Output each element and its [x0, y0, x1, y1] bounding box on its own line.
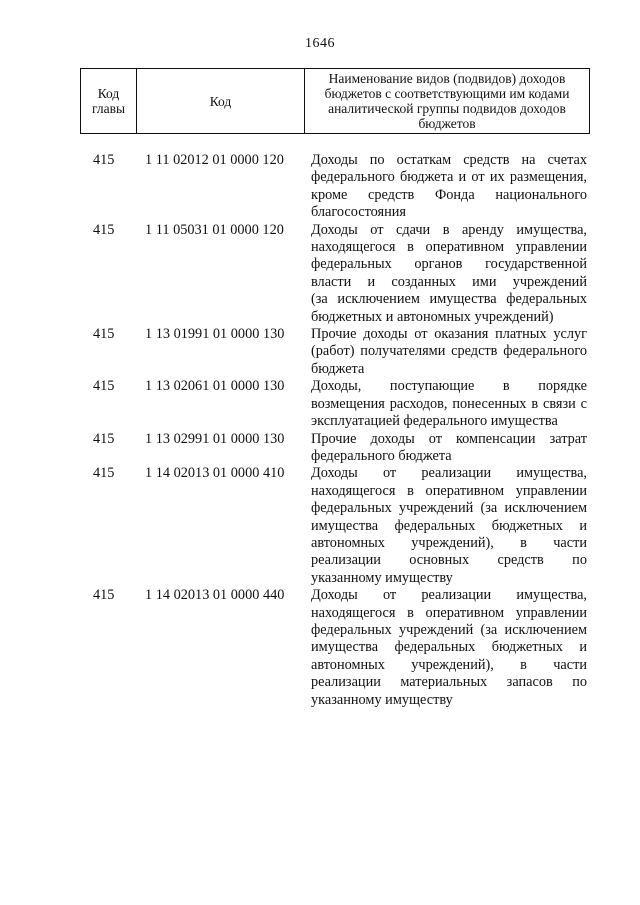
revenue-code-cell: 1 14 02013 01 0000 410 [145, 465, 285, 482]
revenue-name-line: власти и созданных ими учреждений [311, 273, 587, 290]
chapter-code-cell: 415 [93, 326, 115, 343]
revenue-name-line: (за исключением имущества федеральных [311, 291, 587, 308]
revenue-name-line: Доходы по остаткам средств на счетах [311, 152, 587, 168]
revenue-name-line: кроме средств Фонда национального [311, 186, 587, 203]
header-code [137, 69, 305, 133]
header-code-label: Код [209, 93, 232, 109]
revenue-name-line: (работ) получателями средств федерального [311, 343, 587, 360]
revenue-name-line: Прочие доходы от оказания платных услуг [311, 326, 587, 343]
revenue-name-line: федерального бюджета [311, 447, 452, 464]
revenue-name-line: бюджетных и автономных учреждений) [311, 308, 554, 325]
header-chapter-code-line: главы [91, 101, 126, 116]
revenue-name-line: Доходы от реализации имущества, [311, 587, 587, 604]
revenue-code-cell: 1 14 02013 01 0000 440 [145, 587, 285, 604]
table-row [0, 152, 640, 222]
revenue-name-line: находящегося в оперативном управлении [311, 482, 587, 499]
revenue-name-line: автономных учреждений), в части [311, 656, 587, 673]
revenue-name-cell [311, 465, 587, 587]
table-row [0, 222, 640, 326]
header-name [305, 69, 589, 133]
revenue-name-cell [311, 378, 587, 430]
revenue-name-line: имущества федеральных бюджетных и [311, 517, 587, 534]
revenue-name-line: реализации основных средств по [311, 552, 587, 569]
revenue-name-line: Прочие доходы от компенсации затрат [311, 430, 587, 447]
header-name-line: бюджетов [418, 116, 476, 131]
revenue-code-cell: 1 11 02012 01 0000 120 [145, 152, 284, 168]
revenue-name-line: автономных учреждений), в части [311, 534, 587, 551]
revenue-name-line: федеральных учреждений (за исключением [311, 500, 587, 517]
header-name-line: Наименование видов (подвидов) доходов [328, 71, 566, 86]
revenue-name-line: бюджета [311, 360, 365, 377]
revenue-name-cell [311, 326, 587, 378]
revenue-code-cell: 1 13 02061 01 0000 130 [145, 378, 285, 395]
revenue-name-line: возмещения расходов, понесенных в связи с [311, 395, 587, 412]
chapter-code-cell: 415 [93, 221, 115, 238]
page-number: 1646 [305, 36, 335, 51]
table-row [0, 587, 640, 709]
table-body [0, 152, 640, 709]
revenue-name-line: Доходы от реализации имущества, [311, 465, 587, 482]
revenue-name-line: Доходы от сдачи в аренду имущества, [311, 221, 587, 238]
revenue-name-line: находящегося в оперативном управлении [311, 604, 587, 621]
revenue-name-cell [311, 587, 587, 709]
chapter-code-cell: 415 [93, 152, 115, 168]
revenue-name-cell [311, 431, 587, 466]
chapter-code-cell: 415 [93, 587, 115, 604]
chapter-code-cell: 415 [93, 378, 115, 395]
revenue-name-line: Доходы, поступающие в порядке [311, 378, 587, 395]
table-header [80, 68, 590, 134]
header-name-line: бюджетов с соответствующими им кодами [324, 86, 570, 101]
revenue-code-cell: 1 11 05031 01 0000 120 [145, 221, 284, 238]
revenue-code-cell: 1 13 01991 01 0000 130 [145, 326, 285, 343]
revenue-name-line: федеральных учреждений (за исключением [311, 621, 587, 638]
revenue-name-line: указанному имуществу [311, 691, 453, 708]
revenue-name-line: федеральных органов государственной [311, 256, 587, 273]
revenue-name-line: указанному имуществу [311, 569, 453, 586]
header-name-line: аналитической группы подвидов доходов [328, 101, 566, 116]
revenue-name-cell [311, 222, 587, 326]
revenue-name-line: федерального бюджета и от их размещения, [311, 169, 587, 186]
revenue-name-line: имущества федеральных бюджетных и [311, 639, 587, 656]
table-row [0, 431, 640, 466]
revenue-name-line: эксплуатацией федерального имущества [311, 413, 558, 430]
table-row [0, 326, 640, 378]
chapter-code-cell: 415 [93, 430, 115, 447]
table-row [0, 378, 640, 430]
revenue-name-line: реализации материальных запасов по [311, 674, 587, 691]
revenue-name-line: благосостояния [311, 204, 406, 221]
revenue-name-line: находящегося в оперативном управлении [311, 239, 587, 256]
revenue-code-cell: 1 13 02991 01 0000 130 [145, 430, 285, 447]
header-chapter-code-line: Код [97, 86, 120, 101]
revenue-name-cell [311, 152, 587, 222]
chapter-code-cell: 415 [93, 465, 115, 482]
table-row [0, 465, 640, 587]
header-chapter-code [81, 69, 137, 133]
